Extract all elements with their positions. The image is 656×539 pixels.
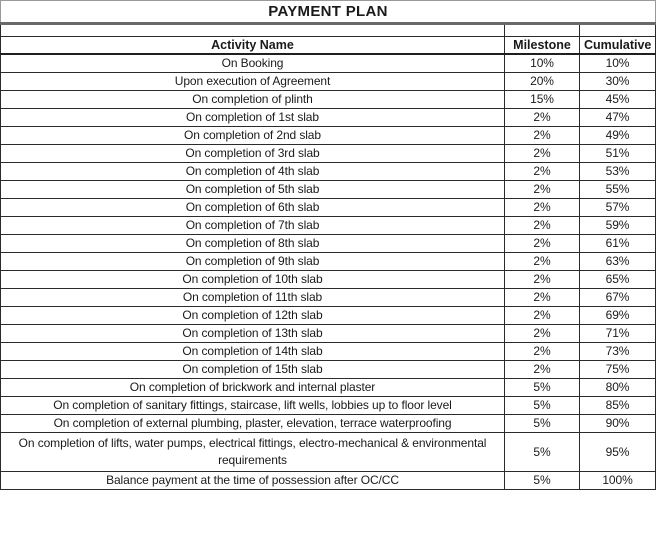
- empty-cell: [1, 24, 505, 37]
- activity-cell: On completion of plinth: [1, 91, 505, 109]
- milestone-cell: 2%: [505, 271, 580, 289]
- cumulative-cell: 100%: [580, 472, 656, 490]
- table-row: [1, 472, 656, 490]
- milestone-cell: 2%: [505, 325, 580, 343]
- table-row: [1, 217, 656, 235]
- cumulative-cell: 80%: [580, 379, 656, 397]
- activity-cell: On completion of 7th slab: [1, 217, 505, 235]
- table-row: [1, 307, 656, 325]
- cumulative-cell: 51%: [580, 145, 656, 163]
- milestone-cell: 2%: [505, 289, 580, 307]
- table-row: [1, 379, 656, 397]
- table-row: [1, 253, 656, 271]
- cumulative-cell: 71%: [580, 325, 656, 343]
- activity-cell: On completion of brickwork and internal plaster: [1, 379, 505, 397]
- column-header-milestone: Milestone: [505, 37, 580, 55]
- table-row: [1, 235, 656, 253]
- table-row: [1, 397, 656, 415]
- activity-cell: On completion of 12th slab: [1, 307, 505, 325]
- empty-cell: [580, 24, 656, 37]
- activity-cell: On completion of sanitary fittings, staircase, lift wells, lobbies up to floor level: [1, 397, 505, 415]
- activity-cell: On completion of 8th slab: [1, 235, 505, 253]
- milestone-cell: 5%: [505, 472, 580, 490]
- activity-cell: Balance payment at the time of possession after OC/CC: [1, 472, 505, 490]
- cumulative-cell: 69%: [580, 307, 656, 325]
- empty-row: [1, 24, 656, 37]
- cumulative-cell: 95%: [580, 433, 656, 472]
- milestone-cell: 2%: [505, 253, 580, 271]
- activity-cell: On completion of 4th slab: [1, 163, 505, 181]
- table-row: [1, 199, 656, 217]
- table-row: [1, 91, 656, 109]
- cumulative-cell: 49%: [580, 127, 656, 145]
- cumulative-cell: 55%: [580, 181, 656, 199]
- cumulative-cell: 90%: [580, 415, 656, 433]
- milestone-cell: 5%: [505, 433, 580, 472]
- activity-cell: Upon execution of Agreement: [1, 73, 505, 91]
- table-row: [1, 163, 656, 181]
- cumulative-cell: 53%: [580, 163, 656, 181]
- milestone-cell: 2%: [505, 307, 580, 325]
- activity-cell: On completion of 13th slab: [1, 325, 505, 343]
- empty-cell: [505, 24, 580, 37]
- cumulative-cell: 30%: [580, 73, 656, 91]
- milestone-cell: 10%: [505, 54, 580, 73]
- milestone-cell: 5%: [505, 379, 580, 397]
- milestone-cell: 15%: [505, 91, 580, 109]
- cumulative-cell: 10%: [580, 54, 656, 73]
- table-row: [1, 271, 656, 289]
- activity-cell: On completion of lifts, water pumps, electrical fittings, electro-mechanical & environmental requirements: [1, 433, 505, 472]
- cumulative-cell: 47%: [580, 109, 656, 127]
- activity-cell: On completion of 6th slab: [1, 199, 505, 217]
- table-row: [1, 361, 656, 379]
- table-row: [1, 325, 656, 343]
- table-row: [1, 109, 656, 127]
- header-row: [1, 37, 656, 55]
- cumulative-cell: 45%: [580, 91, 656, 109]
- table-row: [1, 127, 656, 145]
- column-header-cumulative: Cumulative: [580, 37, 656, 55]
- activity-cell: On completion of 9th slab: [1, 253, 505, 271]
- cumulative-cell: 73%: [580, 343, 656, 361]
- milestone-cell: 2%: [505, 235, 580, 253]
- cumulative-cell: 65%: [580, 271, 656, 289]
- activity-cell: On completion of 10th slab: [1, 271, 505, 289]
- table-row: [1, 415, 656, 433]
- activity-cell: On completion of 2nd slab: [1, 127, 505, 145]
- title-row: [1, 1, 656, 24]
- milestone-cell: 5%: [505, 415, 580, 433]
- cumulative-cell: 63%: [580, 253, 656, 271]
- table-row: [1, 73, 656, 91]
- cumulative-cell: 59%: [580, 217, 656, 235]
- cumulative-cell: 67%: [580, 289, 656, 307]
- table-row: [1, 145, 656, 163]
- cumulative-cell: 57%: [580, 199, 656, 217]
- table-row: [1, 433, 656, 472]
- cumulative-cell: 61%: [580, 235, 656, 253]
- milestone-cell: 2%: [505, 163, 580, 181]
- cumulative-cell: 75%: [580, 361, 656, 379]
- activity-cell: On Booking: [1, 54, 505, 73]
- activity-cell: On completion of external plumbing, plaster, elevation, terrace waterproofing: [1, 415, 505, 433]
- cumulative-cell: 85%: [580, 397, 656, 415]
- milestone-cell: 20%: [505, 73, 580, 91]
- table-row: [1, 54, 656, 73]
- milestone-cell: 2%: [505, 127, 580, 145]
- milestone-cell: 2%: [505, 109, 580, 127]
- activity-cell: On completion of 5th slab: [1, 181, 505, 199]
- milestone-cell: 5%: [505, 397, 580, 415]
- table-row: [1, 181, 656, 199]
- milestone-cell: 2%: [505, 199, 580, 217]
- milestone-cell: 2%: [505, 145, 580, 163]
- activity-cell: On completion of 11th slab: [1, 289, 505, 307]
- activity-cell: On completion of 3rd slab: [1, 145, 505, 163]
- milestone-cell: 2%: [505, 181, 580, 199]
- activity-cell: On completion of 1st slab: [1, 109, 505, 127]
- milestone-cell: 2%: [505, 361, 580, 379]
- activity-cell: On completion of 14th slab: [1, 343, 505, 361]
- column-header-activity: Activity Name: [1, 37, 505, 55]
- page-title: PAYMENT PLAN: [1, 1, 656, 24]
- milestone-cell: 2%: [505, 217, 580, 235]
- milestone-cell: 2%: [505, 343, 580, 361]
- table-row: [1, 289, 656, 307]
- activity-cell: On completion of 15th slab: [1, 361, 505, 379]
- table-row: [1, 343, 656, 361]
